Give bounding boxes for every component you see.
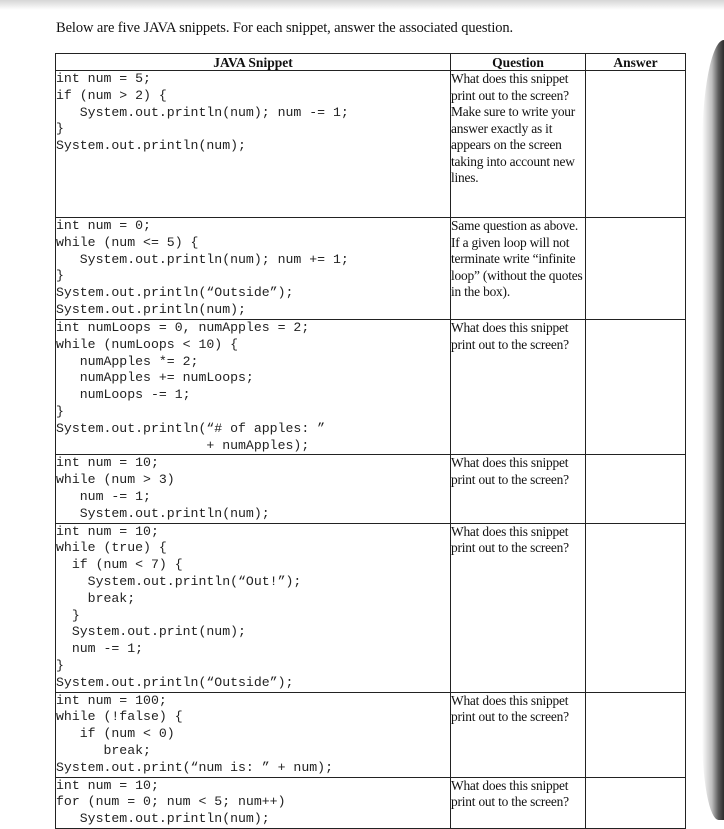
snippet-cell — [56, 692, 451, 777]
page-curl-shadow — [702, 40, 724, 820]
snippet-cell — [56, 218, 451, 320]
answer-cell[interactable] — [586, 320, 686, 455]
code-snippet: int num = 10; for (num = 0; num < 5; num++) System.out.println(num); — [56, 777, 286, 827]
table-row — [56, 523, 686, 692]
question-cell: What does this snippet print out to the screen? — [451, 692, 586, 777]
code-snippet: int numLoops = 0, numApples = 2; while (numLoops < 10) { numApples *= 2; numApples += numLoops; numLoops -= 1; } System.out.println(“# of apples: ” + numApples); — [56, 320, 326, 453]
table-row — [56, 218, 686, 320]
header-answer: Answer — [586, 54, 686, 71]
table-row — [56, 692, 686, 777]
answer-cell[interactable] — [586, 692, 686, 777]
snippet-cell — [56, 777, 451, 828]
table-row — [56, 455, 686, 523]
table-row — [56, 777, 686, 828]
snippet-table — [55, 53, 686, 829]
code-snippet: int num = 100; while (!false) { if (num < 0) break; System.out.print(“num is: ” + num); — [56, 692, 333, 775]
snippet-cell — [56, 455, 451, 523]
code-snippet: int num = 5; if (num > 2) { System.out.println(num); num -= 1; } System.out.println(num); — [56, 71, 349, 154]
code-snippet: int num = 10; while (true) { if (num < 7) { System.out.println(“Out!”); break; } System.out.print(num); num -= 1; } System.out.println(“Outside”); — [56, 523, 302, 690]
instructions-text: Below are five JAVA snippets. For each snippet, answer the associated question. — [56, 20, 514, 36]
snippet-cell — [56, 320, 451, 455]
answer-cell[interactable] — [586, 455, 686, 523]
question-cell: What does this snippet print out to the screen? — [451, 523, 586, 692]
header-question: Question — [451, 54, 586, 71]
header-java-snippet: JAVA Snippet — [56, 54, 451, 71]
snippet-cell — [56, 523, 451, 692]
table-row — [56, 71, 686, 218]
answer-cell[interactable] — [586, 777, 686, 828]
answer-cell[interactable] — [586, 71, 686, 218]
question-cell: Same question as above. If a given loop will not terminate write “infinite loop” (without the quotes in the box). — [451, 218, 586, 320]
question-cell: What does this snippet print out to the screen? Make sure to write your answer exactly as it appears on the screen taking into account new lines. — [451, 71, 586, 218]
code-snippet: int num = 10; while (num > 3) num -= 1; System.out.println(num); — [56, 455, 270, 521]
snippet-cell — [56, 71, 451, 218]
table-header-row — [56, 54, 686, 71]
question-cell: What does this snippet print out to the screen? — [451, 777, 586, 828]
question-cell: What does this snippet print out to the screen? — [451, 320, 586, 455]
code-snippet: int num = 0; while (num <= 5) { System.out.println(num); num += 1; } System.out.println(“Outside”); System.out.println(num); — [56, 218, 349, 317]
answer-cell[interactable] — [586, 523, 686, 692]
page-top-shadow — [0, 0, 724, 10]
question-cell: What does this snippet print out to the screen? — [451, 455, 586, 523]
table-row — [56, 320, 686, 455]
answer-cell[interactable] — [586, 218, 686, 320]
